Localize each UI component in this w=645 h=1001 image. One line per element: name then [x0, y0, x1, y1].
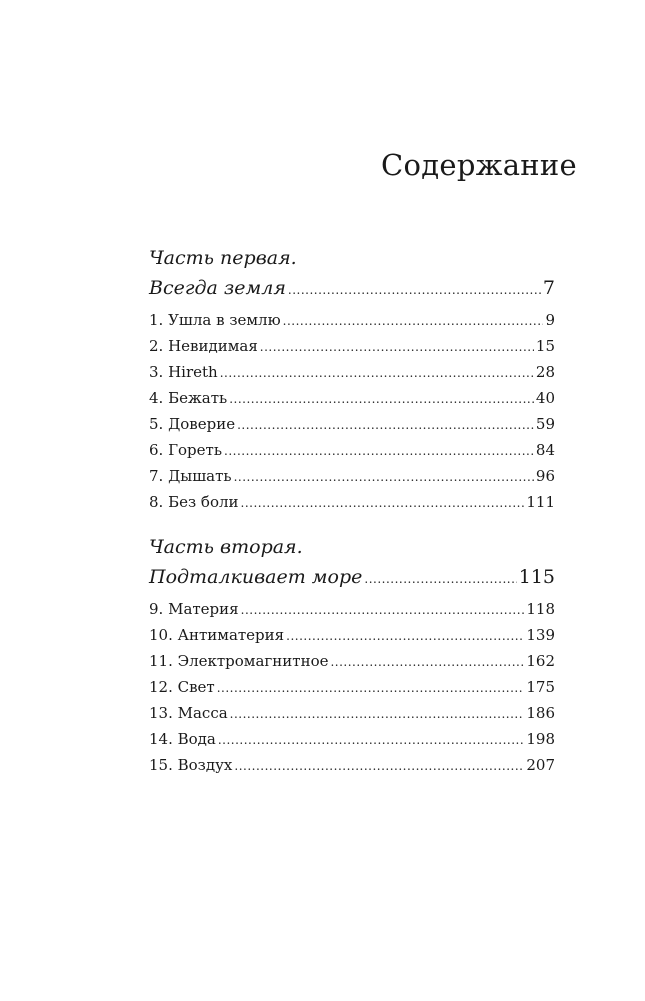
- toc-part-1: [149, 243, 555, 515]
- dot-leader: [288, 275, 541, 305]
- chapter-title: 14. Вода: [149, 730, 216, 748]
- toc-entry[interactable]: [149, 333, 555, 359]
- page-number: 111: [526, 493, 555, 511]
- toc-part-2: [149, 532, 555, 778]
- part-heading: Часть вторая.: [149, 536, 303, 558]
- page-number: 207: [526, 756, 555, 774]
- dot-leader: [220, 360, 534, 386]
- chapter-title: 5. Доверие: [149, 415, 236, 433]
- part-title: Подталкивает море: [149, 566, 363, 588]
- toc-entry[interactable]: [149, 359, 555, 385]
- dot-leader: [364, 564, 516, 594]
- part-heading: Часть первая.: [149, 247, 297, 269]
- toc-entry[interactable]: [149, 700, 555, 726]
- dot-leader: [260, 334, 534, 360]
- page-number: 9: [545, 311, 555, 329]
- page-number: 96: [535, 467, 555, 485]
- dot-leader: [234, 753, 524, 779]
- toc-entry[interactable]: [149, 648, 555, 674]
- chapter-title: 7. Дышать: [149, 467, 232, 485]
- part-title-entry[interactable]: [149, 562, 555, 592]
- chapter-title: 6. Гореть: [149, 441, 222, 459]
- chapter-title: 12. Свет: [149, 678, 215, 696]
- chapter-title: 15. Воздух: [149, 756, 233, 774]
- page-number: 139: [526, 626, 555, 644]
- chapter-title: 9. Материя: [149, 600, 239, 618]
- toc-entry[interactable]: [149, 752, 555, 778]
- dot-leader: [283, 308, 544, 334]
- chapter-title: 3. Hireth: [149, 363, 218, 381]
- page-number: 7: [542, 277, 555, 299]
- dot-leader: [330, 649, 524, 675]
- toc-entry[interactable]: [149, 411, 555, 437]
- page-number: 84: [535, 441, 555, 459]
- toc-entry[interactable]: [149, 596, 555, 622]
- page-number: 162: [526, 652, 555, 670]
- toc-entry[interactable]: [149, 385, 555, 411]
- dot-leader: [241, 597, 525, 623]
- chapter-title: 4. Бежать: [149, 389, 228, 407]
- dot-leader: [234, 464, 534, 490]
- chapter-title: 8. Без боли: [149, 493, 239, 511]
- chapter-title: 13. Масса: [149, 704, 228, 722]
- page-number: 59: [535, 415, 555, 433]
- toc-entry[interactable]: [149, 463, 555, 489]
- dot-leader: [286, 623, 524, 649]
- chapter-title: 10. Антиматерия: [149, 626, 285, 644]
- dot-leader: [241, 490, 525, 516]
- page-number: 118: [526, 600, 555, 618]
- part-title: Всегда земля: [149, 277, 286, 299]
- toc-entry[interactable]: [149, 622, 555, 648]
- dot-leader: [230, 701, 525, 727]
- chapter-title: 11. Электромагнитное: [149, 652, 329, 670]
- page-number: 15: [535, 337, 555, 355]
- page-number: 115: [518, 566, 555, 588]
- chapter-title: 2. Невидимая: [149, 337, 258, 355]
- page-number: 186: [526, 704, 555, 722]
- page-number: 198: [526, 730, 555, 748]
- dot-leader: [224, 438, 534, 464]
- toc-entry[interactable]: [149, 674, 555, 700]
- dot-leader: [218, 727, 525, 753]
- dot-leader: [237, 412, 534, 438]
- chapter-title: 1. Ушла в землю: [149, 311, 281, 329]
- dot-leader: [217, 675, 525, 701]
- page-title: Содержание: [381, 148, 578, 182]
- toc-entry[interactable]: [149, 437, 555, 463]
- toc-entry[interactable]: [149, 726, 555, 752]
- toc-entry[interactable]: [149, 307, 555, 333]
- page-number: 28: [535, 363, 555, 381]
- page-number: 175: [526, 678, 555, 696]
- page-number: 40: [535, 389, 555, 407]
- toc-entry[interactable]: [149, 489, 555, 515]
- part-title-entry[interactable]: [149, 273, 555, 303]
- dot-leader: [229, 386, 534, 412]
